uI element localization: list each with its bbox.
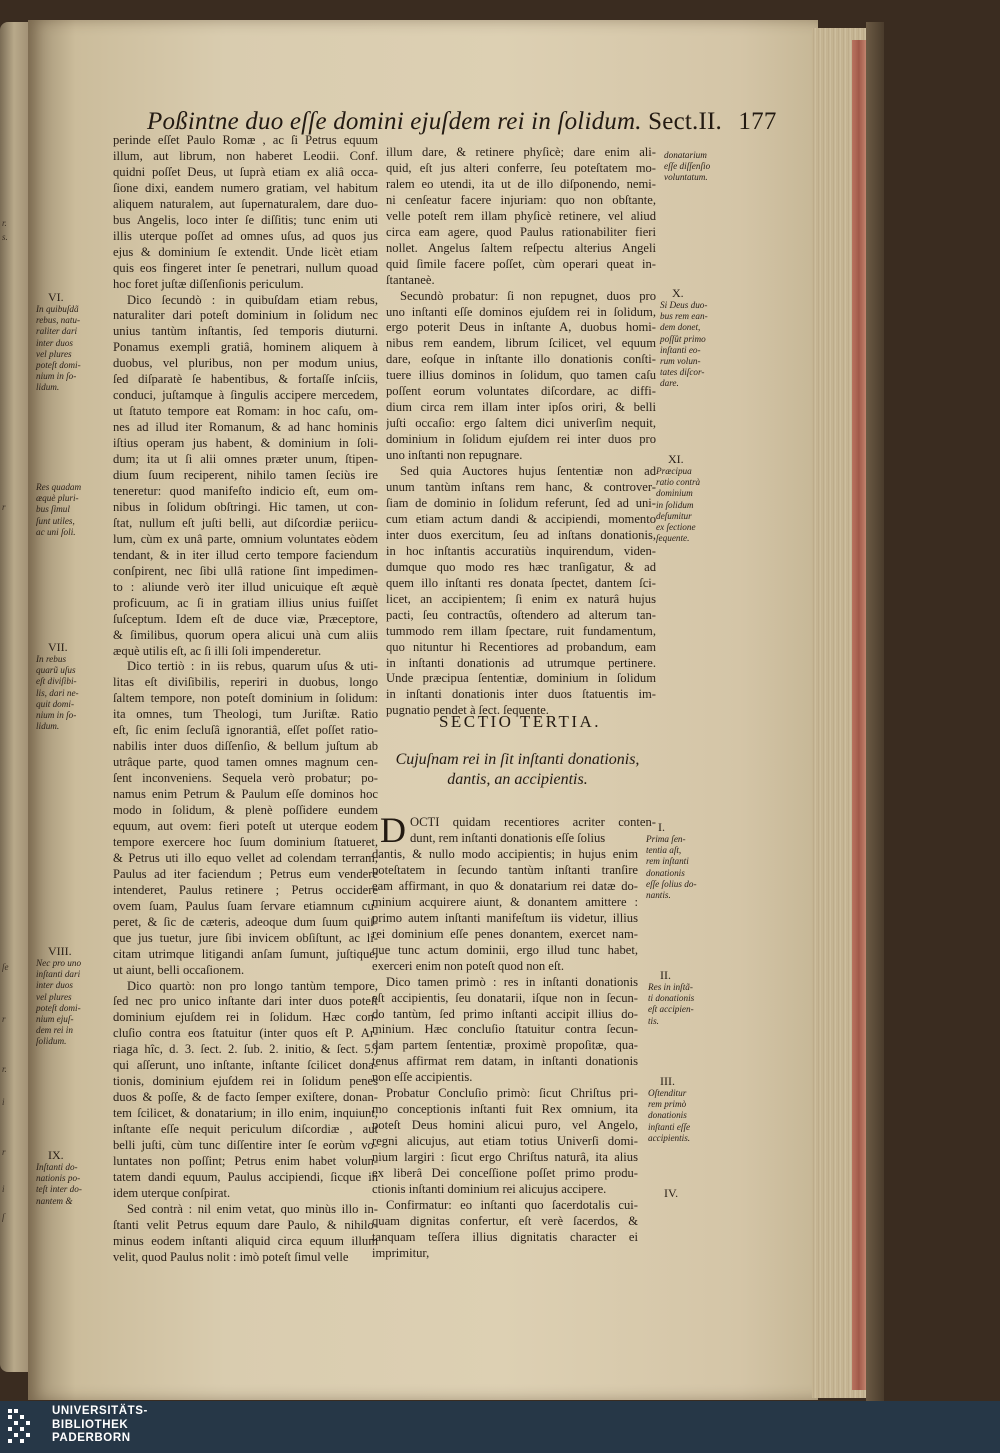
- red-page-edge: [852, 40, 866, 1390]
- margin-note-line: nantem &: [36, 1195, 73, 1206]
- text-line: OCTI quidam recentiores acriter conten-: [410, 815, 656, 829]
- margin-note-line: quarũ uſus: [36, 665, 76, 676]
- left-page-fragment: r: [2, 1147, 6, 1157]
- text-line: duobus, vel pluribus, non per modum unius,: [113, 356, 378, 371]
- text-line: tummodo rem illam ſpectare, ruit fundamentum,: [386, 623, 656, 638]
- text-line: que tunc actum dominii, ergo illud tunc habet,: [372, 942, 638, 957]
- text-line: Dico tamen primò : res in inſtanti donationis: [386, 974, 638, 989]
- text-line: in inſtanti donationis ad utrumque pertinere.: [386, 655, 656, 670]
- text-line: ni cenſeatur facere injuriam: quo non obſtante,: [386, 192, 656, 207]
- margin-note-line: inſtanti eſſe: [648, 1121, 691, 1132]
- text-line: dium circa rem illam inter ipſos oriri, & belli: [386, 400, 656, 415]
- text-line: dominium in ſolidum ejuſdem rei inter duos pro: [386, 432, 656, 447]
- left-text-column: [113, 133, 378, 1266]
- text-line: tatem dandi equum, Paulus accipiendi, ſicque in: [113, 1169, 378, 1184]
- margin-note-line: Si Deus duo-: [660, 300, 708, 310]
- margin-note-line: æquè pluri-: [36, 493, 79, 504]
- margin-note: [36, 482, 81, 538]
- page-number: 177: [738, 108, 777, 135]
- margin-note-line: ex ſectione: [656, 522, 696, 533]
- margin-note-line: nium ejuſ-: [36, 1014, 74, 1025]
- text-line: in hoc inſtantis accuratiùs inquirendum, viden-: [386, 543, 656, 558]
- text-line: tuere illius dominos in ſolidum, quo tamen caſu: [386, 368, 656, 383]
- left-page-edge: [0, 22, 28, 1372]
- text-line: poteſt Deus homini alicui puro, vel Angelo,: [372, 1118, 638, 1133]
- margin-note: [652, 1186, 678, 1200]
- text-line: belli juſti, cùm tunc diſſentire inter ſe eorùm vo-: [113, 1138, 378, 1153]
- margin-note-line: rem inſtanti: [646, 856, 689, 867]
- library-logo-icon: [6, 1407, 42, 1447]
- margin-note-line: inſtanti dari: [36, 969, 81, 980]
- text-line: quo nituntur hi Recentiores ad probandum, eam: [386, 639, 656, 654]
- margin-note-line: vel plures: [36, 348, 72, 359]
- margin-note-line: donationis: [648, 1110, 687, 1121]
- text-line: intenderet, Paulus retinere ; Petrus occidere: [113, 882, 378, 897]
- text-line: tenus affirmat rem datam, in inſtanti donationis: [372, 1054, 638, 1069]
- text-line: illis uterque poſſet ad omnes uſus, ad quos jus: [113, 228, 378, 243]
- margin-note-line: deſumitur: [656, 510, 692, 521]
- book-cover-edge: [866, 22, 884, 1407]
- text-line: ctionis inſtanti dominium rei alicujus accipere.: [372, 1182, 607, 1197]
- margin-note-line: inter duos: [36, 337, 74, 348]
- text-line: ovem ſuam, Paulus ſuam ſervare etiamnum cu-: [113, 898, 378, 913]
- margin-note-line: tates diſcor-: [660, 367, 705, 378]
- margin-note: [656, 452, 700, 544]
- text-line: nollet. Angelus ſaltem reſpectu alterius Angeli: [386, 240, 656, 255]
- text-line: uno inſtanti non repugnare.: [386, 448, 523, 463]
- text-line: juſti occaſio: ergo ſaltem dici univerſim nequit,: [386, 416, 656, 431]
- text-line: iſtius operam jus habent, & dominium in ſoli-: [113, 436, 378, 451]
- text-line: nibus rem eandem, librum ſcilicet, vel equum: [386, 336, 656, 351]
- text-line: quid, eſt jus alteri conferre, ſeu poteſtatem mo-: [386, 160, 656, 175]
- text-line: imprimitur,: [372, 1245, 430, 1260]
- text-line: ut ſtatuto tempore eat Romam: in hoc caſu, om-: [113, 404, 378, 419]
- margin-note-line: poteſt domi-: [36, 360, 81, 371]
- text-line: minium acquirere aiunt, & donantem amittere :: [372, 894, 638, 909]
- text-line: uno inſtanti eſſe dominos ejuſdem rei in ſolidum,: [386, 304, 656, 319]
- right-text-column-bottom: [372, 847, 638, 1262]
- margin-note-number: VI.: [48, 290, 64, 304]
- margin-note-line: poſſût primo: [660, 333, 706, 344]
- margin-note-line: dem rei in: [36, 1025, 73, 1036]
- margin-note-number: IX.: [48, 1148, 64, 1162]
- text-line: modo in ſolidum, & plenè poſſidere eundem: [113, 803, 378, 818]
- text-line: dam partem ſententiæ, proximè propoſitæ, qua-: [372, 1038, 638, 1053]
- text-line: velit, quod Paulus nolit : imò poteſt ſimul velle: [113, 1249, 349, 1264]
- section-subheading-line: Cujuſnam rei in ſit inſtanti donationis,: [395, 751, 640, 768]
- text-line: naturaliter dari poteſt dominium in ſolidum nec: [113, 308, 378, 323]
- margin-note-line: inſtanti eo-: [660, 344, 701, 355]
- margin-note-number: X.: [672, 286, 684, 300]
- margin-note-line: Oſtenditur: [648, 1088, 687, 1098]
- text-line: Confirmatur: eo inſtanti quo ſacerdotalis cui-: [386, 1197, 638, 1212]
- margin-note-line: donationis: [646, 867, 685, 878]
- text-line: tionis, dominium ejuſdem rei in ſolidum penes: [113, 1074, 378, 1089]
- margin-note-line: nationis po-: [36, 1173, 81, 1184]
- text-line: æquè utilis eſt, ac ſi illi ſoli impenderetur.: [113, 643, 322, 658]
- text-line: namus enim Petrum & Paulum eſſe dominos hoc: [113, 787, 378, 802]
- library-name: [52, 1405, 148, 1446]
- text-line: ſiam de dominio in ſolidum referunt, ſed ad uni-: [386, 495, 656, 510]
- text-line: qui aſſerunt, uno inſtante, inſtante ſcilicet dona-: [113, 1058, 378, 1073]
- text-line: dunt, rem inſtanti donationis eſſe ſolius: [410, 830, 606, 845]
- text-line: Ponamus exempli gratiâ, hominem aliquem à: [113, 340, 378, 355]
- margin-note-line: lidum.: [36, 382, 60, 393]
- library-name-line: UNIVERSITÄTS-: [52, 1405, 148, 1417]
- text-line: & ſimilibus, quorum opera alicui unà cum aliis: [113, 627, 378, 642]
- drop-cap: D: [380, 810, 406, 850]
- margin-note-line: bus rem ean-: [660, 311, 708, 322]
- text-line: Sed quia Auctores hujus ſententiæ non ad: [400, 464, 656, 479]
- text-line: eſt accipientis, ſeu donatarii, iſque non in ſecun-: [372, 990, 638, 1005]
- text-line: dumque quo modo res hæc tranſigatur, & ad: [386, 559, 656, 574]
- margin-note-number: IV.: [664, 1186, 679, 1200]
- text-line: poſſent eorum voluntates diſcordare, ac diffi-: [386, 384, 656, 399]
- margin-note: [36, 640, 79, 732]
- left-page-fragment: ſ: [2, 1212, 5, 1222]
- margin-note-line: lidum.: [36, 721, 60, 732]
- margin-note-line: quit domi-: [36, 698, 75, 709]
- margin-note-number: VIII.: [48, 944, 72, 958]
- margin-note-line: dare.: [660, 378, 679, 389]
- text-line: dantis, & nullo modo accipientis; in hujus enim: [372, 847, 638, 861]
- text-line: nes ad illud iter Romanum, & ad hanc hominis: [113, 420, 378, 435]
- text-line: quam dignitas confertur, eſt verè ſacerdos, &: [372, 1213, 638, 1228]
- left-page-fragment: r.: [2, 1064, 7, 1074]
- text-line: do tantùm, ſed primo inſtanti accipit illius do-: [372, 1006, 638, 1021]
- text-line: riaga hîc, d. 3. ſect. 2. ſub. 2. initio, & ſect. 5.): [113, 1042, 378, 1057]
- text-line: ſtantaneè.: [386, 272, 435, 287]
- margin-note-line: ſequente.: [656, 533, 690, 544]
- text-line: ſaltem tempore, non poteſt dominium in ſolidum:: [113, 691, 378, 706]
- margin-note-line: lis, dari ne-: [36, 687, 79, 698]
- text-line: proficuum, ac ſi in gratiam illius unius fuiſſet: [113, 595, 378, 610]
- text-line: dium ſuum reciperent, nihilo tamen ſeciùs ire: [113, 468, 378, 483]
- margin-note-line: Res quadam: [36, 482, 82, 492]
- left-page-fragment: i: [2, 1184, 5, 1194]
- margin-note-line: dominium: [656, 488, 693, 499]
- margin-note: [36, 1148, 82, 1207]
- text-line: inſtante eſſe nequit periculum diſcordiæ , aut: [113, 1122, 378, 1137]
- text-line: cum etiam actum dandi & accipiendi, momento: [386, 511, 656, 526]
- margin-note-line: eſt diviſibi-: [36, 676, 77, 687]
- margin-note-line: ti donationis: [648, 993, 695, 1004]
- text-line: eſt, ſic enim ſecluſâ ignorantiâ, eſſet poſſet ratio-: [113, 723, 378, 738]
- text-line: citam utrimque litigandi anſam ſumunt, juſtique,: [113, 946, 378, 961]
- margin-note-line: dem donet,: [660, 322, 701, 333]
- text-line: Probatur Concluſio primò: ſicut Chriſtus pri-: [386, 1086, 638, 1101]
- text-line: conſpirent, nec ſibi ullâ ratione ſint impedimen-: [113, 563, 378, 578]
- text-line: ſtanti velit Petrus equum dare Paulo, & nihilo-: [113, 1217, 378, 1232]
- left-page-fragment: ſe: [2, 962, 9, 972]
- margin-note-line: poteſt domi-: [36, 1002, 81, 1013]
- text-line: equum, aut ovem: fieri poteſt ut uterque eodem: [113, 818, 378, 833]
- margin-note-line: accipientis.: [648, 1132, 691, 1143]
- text-line: nabilis inter duos diſſenſio, & bellum juſtum ab: [113, 739, 378, 754]
- text-line: primo autem inſtanti manifeſtum iis videtur, illius: [372, 910, 638, 925]
- text-line: inter duos exercitum, ſeu ad inſtans donationis,: [386, 527, 656, 542]
- text-line: circa eam agere, quod Paulus rationabiliter fieri: [386, 224, 656, 239]
- left-page-fragment: r.: [2, 218, 7, 228]
- text-line: mo conceptionis inſtanti fuit Rex omnium, ita: [372, 1102, 638, 1117]
- margin-note-line: In quibuſdã: [36, 304, 79, 314]
- text-line: regni alicujus, aut etiam totius Univerſi domi-: [372, 1134, 638, 1149]
- text-line: duos & poſſe, & de facto ſemper exiſtere, donan-: [113, 1090, 378, 1105]
- margin-note-line: ratio contrà: [656, 477, 701, 488]
- text-line: nium largiri : ſicut ergo Chriſtus naturâ, ita alius: [372, 1150, 638, 1165]
- margin-note-line: nium in ſo-: [36, 371, 77, 382]
- text-line: ſuſceptum. Idem eſt de duce viæ, Præceptore,: [113, 611, 378, 626]
- text-line: ralem eo utendi, ita ut de illo diſponendo, nemi-: [386, 176, 656, 191]
- text-line: pacti, ſeu contractûs, oſtendero ad alterum tan-: [386, 607, 656, 622]
- text-line: velle poteſt rem illam phyſicè retinere, vel aliud: [386, 208, 656, 223]
- text-line: quidni poſſet Deus, ut ſuprà etiam ex aliâ occa-: [113, 164, 378, 179]
- text-line: non eſſe accipientis.: [372, 1070, 473, 1085]
- margin-note-line: Res in inſtã-: [648, 982, 693, 992]
- text-line: dominium ejuſdem rei in ſolidum. Hæc con-: [113, 1010, 378, 1025]
- margin-note-number: II.: [660, 968, 671, 982]
- margin-note-number: I.: [658, 820, 665, 834]
- margin-note-line: ac uni ſoli.: [36, 526, 76, 537]
- margin-note-line: nantis.: [646, 890, 671, 901]
- text-line: quem illo inſtanti res donata ſpectet, dantem ſci-: [386, 575, 656, 590]
- section-subheading-line: dantis, an accipientis.: [447, 771, 588, 788]
- text-line: litas eſt diviſibilis, reperiri in duobus, longo: [113, 675, 378, 690]
- margin-note-line: donatarium: [664, 150, 707, 160]
- text-line: hoc foret juſtæ diſſenſionis periculum.: [113, 276, 304, 291]
- text-line: luntates non poſſint; Petrus enim habet volun-: [113, 1154, 378, 1168]
- margin-note-line: ſunt utiles,: [36, 515, 75, 526]
- text-line: unius tantùm inſtantis, ſed temporis diuturni.: [113, 324, 378, 339]
- text-line: exerceri enim non poteſt quod non eſt.: [372, 958, 564, 973]
- margin-note-line: rum volun-: [660, 356, 701, 367]
- margin-note-line: rem primò: [648, 1099, 687, 1110]
- margin-note-line: Inſtanti do-: [36, 1162, 78, 1172]
- margin-note: [664, 150, 710, 184]
- text-line: unum tantùm inſtans rem hanc, & controver-: [386, 480, 656, 495]
- text-line: nibus in ſolidum obſtringi. Hic tamen, ut con-: [113, 499, 378, 514]
- text-line: ſione dixi, eandem numero gratiam, vel habitum: [113, 180, 378, 195]
- text-line: idem uterque conſpirat.: [113, 1185, 231, 1200]
- text-line: Secundò probatur: ſi non repugnet, duos pro: [400, 288, 656, 303]
- text-line: tendant, & in iter illud certo tempore faciendum: [113, 547, 378, 562]
- margin-note-line: tentia aſt,: [646, 845, 682, 856]
- text-line: lum, cùm ex unâ parte, omnium voluntates eòdem: [113, 531, 378, 546]
- margin-note: [36, 944, 81, 1048]
- text-line: dum; ita ut ſi alii omnes præter unum, ſtipen-: [113, 452, 378, 467]
- text-line: ejus & dominium ſe extendit. Unde licèt etiam: [113, 244, 378, 259]
- right-text-column-opening: [410, 815, 656, 847]
- margin-note-line: bus ſimul: [36, 504, 70, 515]
- text-line: & Petrus uti illo equo vellet ad colendam terram,: [113, 850, 378, 865]
- margin-note: [648, 1074, 690, 1144]
- margin-note-line: ſolidum.: [36, 1036, 67, 1047]
- margin-note-line: voluntatum.: [664, 172, 708, 183]
- text-line: to : aliunde verò iter illud unicuique eſt æquè: [113, 579, 378, 594]
- text-line: perinde eſſet Paulo Romæ , ac ſi Petrus equum: [113, 133, 378, 147]
- library-name-line: BIBLIOTHEK: [52, 1418, 129, 1431]
- text-line: ſed nec pro unico inſtante dari inter duos poteſt: [113, 994, 378, 1009]
- running-head-title: Poßintne duo eſſe domini ejuſdem rei in ſolidum.: [147, 108, 642, 135]
- margin-note-line: In rebus: [36, 654, 67, 664]
- text-line: que jus tuetur, jure ſibi invicem obſiſtunt, ac li-: [113, 930, 378, 945]
- text-line: Paulus ad iter faciendum ; Petrus eum vendere: [113, 866, 378, 881]
- text-line: ſent inconveniens. Sequela verò probatur; po-: [113, 771, 378, 786]
- section-subheading: [375, 750, 660, 790]
- text-line: conduci, juſtamque à ſingulis accipere mercedem,: [113, 388, 378, 403]
- margin-note: [646, 820, 697, 901]
- section-heading: SECTIO TERTIA.: [438, 712, 602, 731]
- library-name-line: PADERBORN: [52, 1432, 131, 1444]
- text-line: ſtat, nullum eſt juſti belli, aut diſcordiæ periicu-: [113, 515, 378, 530]
- margin-note-line: in ſolidum: [656, 499, 694, 510]
- margin-note-line: vel plures: [36, 991, 72, 1002]
- text-line: cluſio contra eos ſtatuitur (inter quos eſt P. Ar-: [113, 1026, 378, 1041]
- text-line: utrâque parte, quod tamen omnes magnum cen-: [113, 755, 378, 770]
- text-line: Dico tertiò : in iis rebus, quarum uſus & uti-: [127, 659, 378, 674]
- text-line: dare, eoſque in inſtante illo donationis conſti-: [386, 352, 656, 367]
- text-line: illum, aut librum, non haberet Leodii. Conf.: [113, 148, 378, 163]
- margin-note: [660, 286, 708, 390]
- text-line: peret, & ſic de cæteris, adeoque dum ſuum quiſ-: [113, 914, 378, 929]
- text-line: bus Angelis, loco inter ſe diſſitis; tunc enim uti: [113, 212, 378, 227]
- margin-note: [648, 968, 694, 1027]
- text-line: quis eos fingeret inter ſe penetrari, nullum quoad: [113, 260, 378, 275]
- text-line: tanquam teſſera illius dignitatis character ei: [372, 1229, 638, 1244]
- margin-note-line: nium in ſo-: [36, 710, 77, 721]
- text-line: teneretur: quod manifeſto indicio eſt, eum om-: [113, 483, 378, 498]
- text-line: Dico ſecundò : in quibuſdam etiam rebus,: [127, 292, 378, 307]
- margin-note-number: XI.: [668, 452, 684, 466]
- text-line: ex liberâ Dei conceſſione poſſet primo produ-: [372, 1166, 638, 1181]
- text-line: licet, an accipientem; ſi enim ex naturâ hujus: [386, 591, 656, 606]
- margin-note-line: Præcipua: [656, 466, 692, 476]
- margin-note-line: inter duos: [36, 980, 74, 991]
- left-page-fragment: i: [2, 1097, 5, 1107]
- left-page-fragment: r: [2, 1014, 6, 1024]
- margin-note-line: raliter dari: [36, 326, 78, 337]
- text-line: ita omnes, tum Theologi, tum Juriſtæ. Ratio: [113, 707, 378, 722]
- text-line: aliquem naturalem, aut ſupernaturalem, dare duo-: [113, 196, 378, 211]
- text-line: poteſtatem in ſecundo tantùm inſtanti tranſire: [372, 862, 638, 877]
- running-head-section: Sect.II.: [648, 108, 722, 135]
- text-line: minium. Hæc concluſio ſtatuitur contra ſecun-: [372, 1022, 638, 1037]
- text-line: rei dominium eſſe penes donantem, exercet nam-: [372, 926, 638, 941]
- margin-note-line: Nec pro uno: [36, 958, 82, 968]
- text-line: in inſtanti donationis inter duos ſtatuentis im-: [386, 687, 656, 702]
- left-page-fragment: s.: [2, 232, 8, 242]
- margin-note-line: Prima ſen-: [646, 834, 686, 844]
- margin-note-line: eſt accipien-: [648, 1004, 694, 1015]
- library-footer-bar: [0, 1401, 1000, 1453]
- left-page-fragment: r: [2, 502, 6, 512]
- text-line: quid ſimile facere poſſet, cùm operari queat in-: [386, 256, 656, 271]
- text-line: ſed diſparatè ſe habentibus, & fortaſſe inſciis,: [113, 372, 378, 387]
- text-line: tempore exercere hoc ſuum dominium ſtatueret,: [113, 834, 378, 849]
- right-text-column-top: [386, 145, 656, 719]
- text-line: eam affirmant, in quo & donatarium rei datæ do-: [372, 878, 638, 893]
- text-line: illum dare, & retinere phyſicè; dare enim ali-: [386, 145, 656, 159]
- text-line: Unde præcipua ſententiæ, dominium in ſolidum: [386, 671, 656, 686]
- text-line: minus eodem inſtanti aliquid circa equum illum: [113, 1233, 378, 1248]
- text-line: pugnatio pendet à ſect. ſequente.: [386, 703, 549, 718]
- text-line: tem ſcilicet, & donatarium; in illo enim, inquiunt,: [113, 1106, 378, 1121]
- margin-note: [36, 290, 81, 394]
- text-line: ut aiunt, belli occaſionem.: [113, 962, 245, 977]
- text-line: ergo poterit Deus in inſtante A, duobus homi-: [386, 320, 656, 335]
- margin-note-line: eſſe ſolius do-: [646, 878, 697, 889]
- margin-note-line: teſt inter do-: [36, 1184, 82, 1195]
- margin-note-line: tis.: [648, 1015, 659, 1026]
- text-line: Sed contrà : nil enim vetat, quo minùs illo in-: [127, 1201, 378, 1216]
- margin-note-number: VII.: [48, 640, 68, 654]
- text-line: Dico quartò: non pro longo tantùm tempore,: [127, 978, 378, 993]
- margin-note-line: eſſe diſſenſio: [664, 161, 711, 172]
- margin-note-line: rebus, natu-: [36, 315, 81, 326]
- margin-note-number: III.: [660, 1074, 675, 1088]
